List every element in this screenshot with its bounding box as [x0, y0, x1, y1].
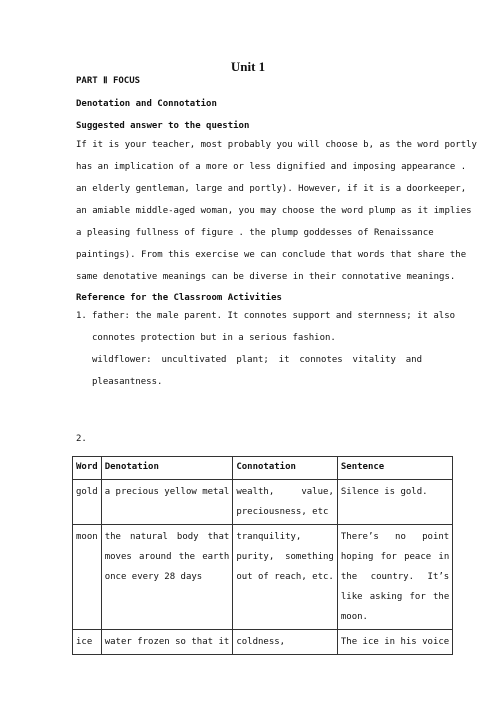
item-1-text: [92, 305, 456, 393]
cell-line: the country. It’s: [340, 572, 450, 582]
suggested-answer-heading: Suggested answer to the question: [76, 121, 250, 131]
cell-line: purity, something: [236, 552, 334, 562]
cell-line: There’s no point: [340, 532, 450, 542]
item-1-number: 1.: [76, 311, 87, 321]
cell-line: Silence is gold.: [340, 487, 428, 497]
answer-paragraph: [76, 134, 477, 288]
answer-line: paintings). From this exercise we can conclude that words that share the: [76, 250, 467, 260]
cell-line: moves around the earth: [104, 552, 230, 562]
header-connotation: Connotation: [233, 457, 338, 480]
cell-line: moon.: [340, 612, 368, 622]
item-1-sub-line: pleasantness.: [92, 377, 163, 387]
cell-word: moon: [73, 525, 102, 630]
cell-connotation: [233, 630, 338, 655]
cell-sentence: [337, 630, 452, 655]
cell-line: out of reach, etc.: [236, 572, 334, 582]
header-sentence: Sentence: [337, 457, 452, 480]
cell-line: hoping for peace in: [340, 552, 450, 562]
cell-sentence: [337, 480, 452, 525]
cell-line: tranquility,: [236, 532, 302, 542]
answer-line: an elderly gentleman, large and portly). However, if it is a doorkeeper,: [76, 184, 467, 194]
cell-line: once every 28 days: [104, 572, 203, 582]
cell-line: like asking for the: [340, 592, 450, 602]
cell-sentence: [337, 525, 452, 630]
cell-word: ice: [73, 630, 102, 655]
cell-connotation: [233, 480, 338, 525]
table-row: [73, 480, 453, 525]
part-heading: PART Ⅱ FOCUS: [76, 76, 141, 86]
cell-connotation: [233, 525, 338, 630]
cell-denotation: [101, 630, 233, 655]
section-heading: Denotation and Connotation: [76, 99, 217, 109]
cell-line: water frozen so that it: [104, 637, 230, 647]
reference-heading: Reference for the Classroom Activities: [76, 293, 282, 303]
table-row: [73, 630, 453, 655]
cell-denotation: [101, 525, 233, 630]
word-table: [72, 456, 453, 655]
unit-title: Unit 1: [230, 59, 266, 74]
answer-line: same denotative meanings can be diverse in their connotative meanings.: [76, 272, 456, 282]
answer-line: has an implication of a more or less dignified and imposing appearance .: [76, 162, 467, 172]
item-1-line: father: the male parent. It connotes support and sternness; it also: [92, 311, 456, 321]
cell-line: coldness,: [236, 637, 286, 647]
cell-denotation: [101, 480, 233, 525]
cell-line: a precious yellow metal: [104, 487, 230, 497]
item-1-line: connotes protection but in a serious fashion.: [92, 333, 336, 343]
item-2-number: 2.: [76, 434, 87, 444]
cell-line: the natural body that: [104, 532, 230, 542]
header-denotation: Denotation: [101, 457, 233, 480]
cell-line: wealth, value,: [236, 487, 334, 497]
answer-line: If it is your teacher, most probably you will choose b, as the word portly: [76, 140, 477, 150]
cell-word: gold: [73, 480, 102, 525]
cell-line: The ice in his voice: [340, 637, 450, 647]
item-1-sub-line: wildflower: uncultivated plant; it connotes vitality and: [92, 355, 422, 365]
header-word: Word: [73, 457, 102, 480]
cell-line: preciousness, etc: [236, 507, 329, 517]
table-header-row: [73, 457, 453, 480]
answer-line: a pleasing fullness of figure . the plump goddesses of Renaissance: [76, 228, 434, 238]
answer-line: an amiable middle-aged woman, you may choose the word plump as it implies: [76, 206, 472, 216]
table-row: [73, 525, 453, 630]
